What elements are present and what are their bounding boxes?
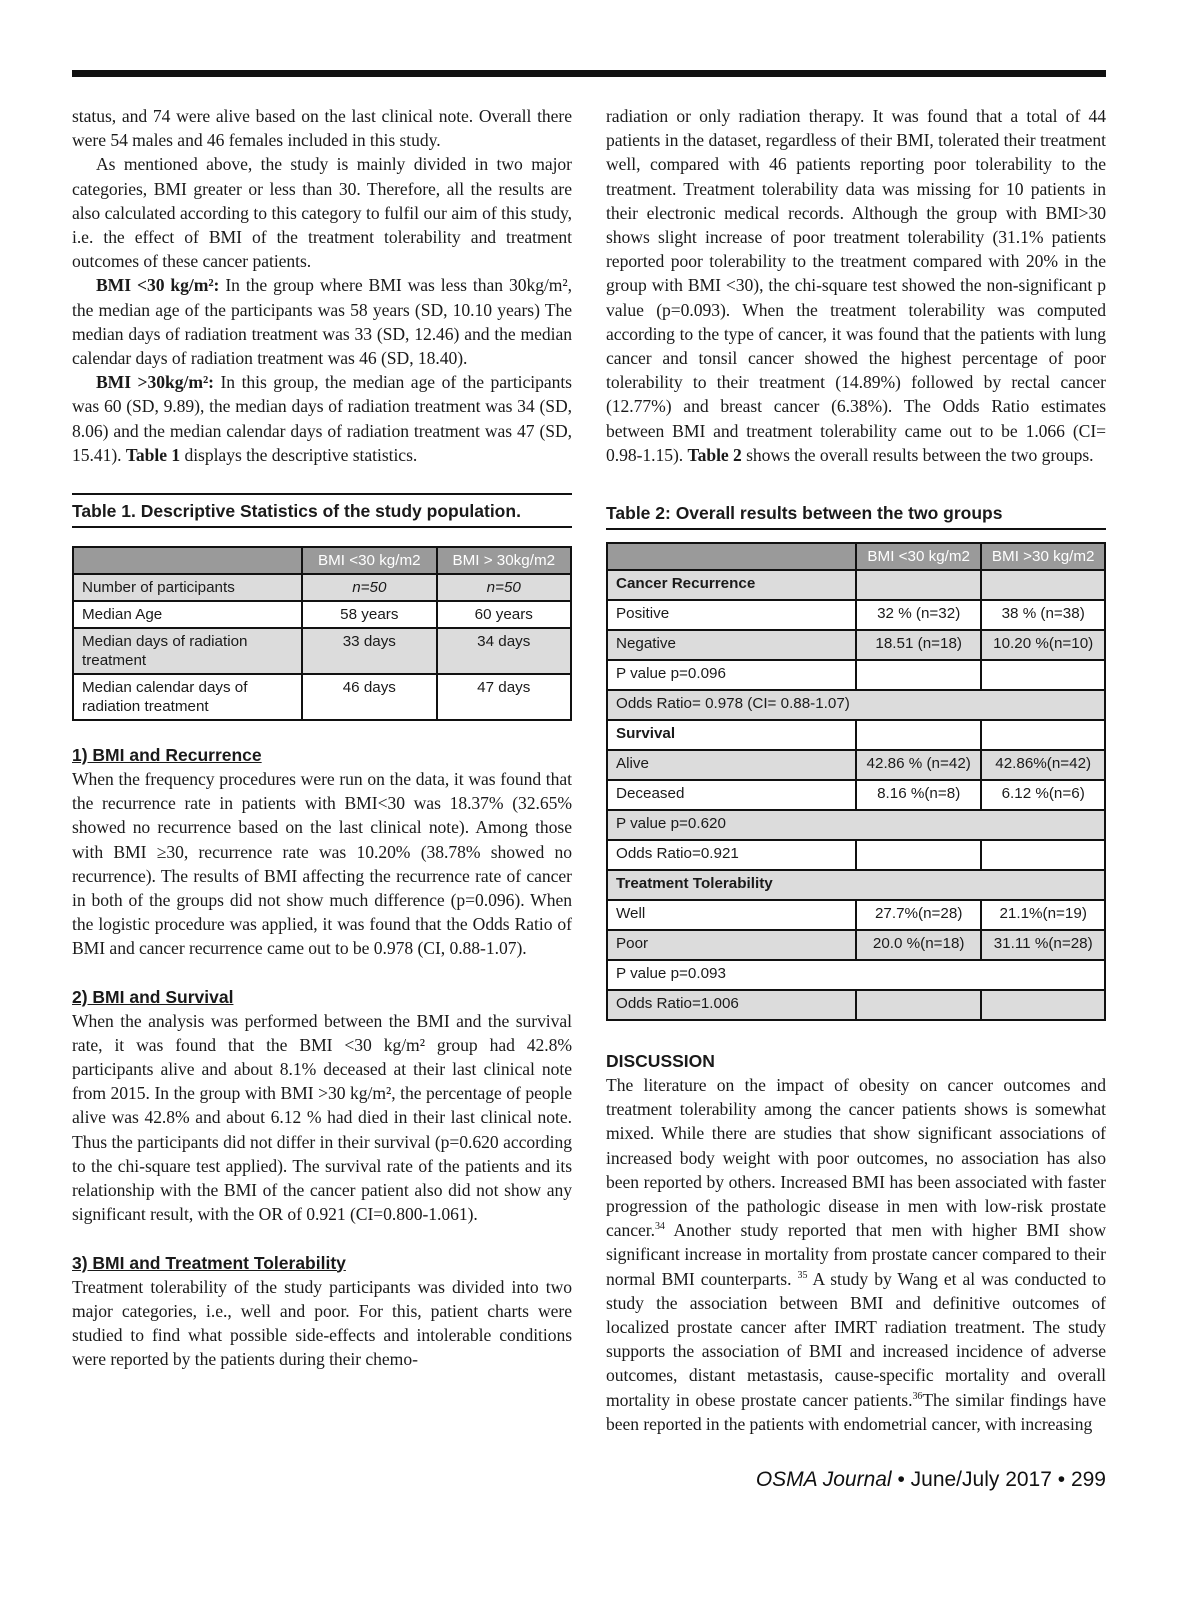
table2-body xyxy=(607,570,1105,1020)
section-heading-discussion: DISCUSSION xyxy=(606,1051,715,1072)
right-column xyxy=(606,104,1106,1436)
table1-header: BMI <30 kg/m2 xyxy=(302,547,436,574)
run-in-label: BMI <30 kg/m²: xyxy=(96,275,220,296)
run-in-label: BMI >30kg/m²: xyxy=(96,372,214,393)
paragraph: When the frequency procedures were run on the data, it was found that the recurrence rate in patients with BMI<30 was 18.37% (32.65% showed no recurrence based on the last clinical note). Among those with BMI ≥30, recurrence rate was 10.20% (38.78% showed no recurrence). The results of BMI affecting the recurrence rate of cancer in both of the groups did not show much difference (p=0.096). When the logistic procedure was applied, it was found that the Odds Ratio of BMI and cancer recurrence came out to be 0.978 (CI, 0.88-1.07). xyxy=(72,769,572,959)
table1-title: Table 1. Descriptive Statistics of the study population. xyxy=(72,493,572,528)
table-row: Well 27.7%(n=28) 21.1%(n=19) xyxy=(607,900,1105,930)
table1 xyxy=(72,546,572,721)
citation: 35 xyxy=(797,1269,808,1281)
table-row: Treatment Tolerability xyxy=(607,870,1105,900)
paragraph-bmi-under-30: BMI <30 kg/m²: In the group where BMI was less than 30kg/m², the median age of the participants was 58 years (SD, 10.10 years) The median days of radiation treatment was 33 (SD, 12.46) and the median calendar days of radiation treatment was 46 (SD, 18.40). xyxy=(72,275,572,369)
section-heading-survival: 2) BMI and Survival xyxy=(72,986,234,1007)
table-row: Odds Ratio=1.006 xyxy=(607,990,1105,1020)
table-row: Negative 18.51 (n=18) 10.20 %(n=10) xyxy=(607,630,1105,660)
paragraph-bmi-over-30: BMI >30kg/m²: In this group, the median age of the participants was 60 (SD, 9.89), the median days of radiation treatment was 34 (SD, 8.06) and the median calendar days of radiation treatment was 47 (SD, 15.41). Table 1 displays the descriptive statistics. xyxy=(72,372,572,465)
table-row: P value p=0.093 xyxy=(607,960,1105,990)
table-row: Poor 20.0 %(n=18) 31.11 %(n=28) xyxy=(607,930,1105,960)
table2-header: BMI <30 kg/m2 xyxy=(856,543,981,570)
paragraph: Treatment tolerability of the study participants was divided into two major categories, i.e., well and poor. For this, patient charts were studied to find what possible side-effects and intolerable conditions were reported by the patients during their chemo- xyxy=(72,1276,572,1370)
citation: 34 xyxy=(654,1221,665,1233)
page-footer: OSMA Journal • June/July 2017 • 299 xyxy=(755,1468,1106,1491)
table2-title: Table 2: Overall results between the two groups xyxy=(606,497,1106,530)
table-row: Number of participants n=50 n=50 xyxy=(73,574,571,601)
table2 xyxy=(606,542,1106,1021)
table-row: P value p=0.620 xyxy=(607,810,1105,840)
table-row: Deceased 8.16 %(n=8) 6.12 %(n=6) xyxy=(607,780,1105,810)
paragraph: status, and 74 were alive based on the last clinical note. Overall there were 54 males and 46 females included in this study. xyxy=(72,106,572,151)
table-reference: Table 2 xyxy=(687,444,742,465)
table-row: Odds Ratio=0.921 xyxy=(607,840,1105,870)
left-column xyxy=(72,104,572,1371)
section-heading-tolerability: 3) BMI and Treatment Tolerability xyxy=(72,1252,346,1273)
table-reference: Table 1 xyxy=(125,444,181,465)
table2-header: BMI >30 kg/m2 xyxy=(981,543,1105,570)
table-row: Positive 32 % (n=32) 38 % (n=38) xyxy=(607,600,1105,630)
table1-header xyxy=(73,547,302,574)
journal-name: OSMA Journal xyxy=(755,1468,892,1491)
table-row: Odds Ratio= 0.978 (CI= 0.88-1.07) xyxy=(607,690,1105,720)
paragraph: The literature on the impact of obesity on cancer outcomes and treatment tolerability among the cancer patients shows is somewhat mixed. While there are studies that show significant associations of increased body weight with poor outcomes, no association has also been reported by others. Increased BMI has been associated with faster progression of the pathologic disease in men with low-risk prostate cancer.$^{34}$ Another study reported that men with higher BMI show significant increase in mortality from prostate cancer compared to their normal BMI counterparts. $^{35}$ A study by Wang et al was conducted to study the association between BMI and definitive outcomes of localized prostate cancer after IMRT radiation treatment. The study supports the association of BMI and increased incidence of adverse outcomes, distant metastasis, cause-specific mortality and overall mortality in obese prostate cancer patients.$^{36}$The similar findings have been reported in the patients with endometrial cancer, with increasing xyxy=(606,1075,1106,1434)
section-heading-recurrence: 1) BMI and Recurrence xyxy=(72,745,262,766)
table-row: P value p=0.096 xyxy=(607,660,1105,690)
table2-header xyxy=(607,543,856,570)
table-row: Alive 42.86 % (n=42) 42.86%(n=42) xyxy=(607,750,1105,780)
table-row: Cancer Recurrence xyxy=(607,570,1105,600)
paragraph: As mentioned above, the study is mainly divided in two major categories, BMI greater or less than 30. Therefore, all the results are also calculated according to this category to fulfil our aim of this study, i.e. the effect of BMI of the treatment tolerability and treatment outcomes of these cancer patients. xyxy=(72,154,572,272)
table-row: Median calendar days of radiation treatment 46 days 47 days xyxy=(73,674,571,720)
paragraph: radiation or only radiation therapy. It was found that a total of 44 patients in the dataset, regardless of their BMI, tolerated their treatment well, compared with 46 patients reporting poor tolerability to the treatment. Treatment tolerability data was missing for 10 patients in their electronic medical records. Although the group with BMI>30 shows slight increase of poor treatment tolerability (31.1% patients reported poor tolerability to the treatment compared with 20% in the group with BMI <30), the chi-square test showed the non-significant p value (p=0.093). When the treatment tolerability was computed according to the type of cancer, it was found that the patients with lung cancer and tonsil cancer showed the highest percentage of poor tolerability to their treatment (14.89%) followed by rectal cancer (12.77%) and breast cancer (6.38%). The Odds Ratio estimates between BMI and treatment tolerability came out to be 1.066 (CI= 0.98-1.15). Table 2 shows the overall results between the two groups. xyxy=(606,106,1106,465)
issue-date: June/July 2017 xyxy=(910,1468,1052,1491)
page-number: 299 xyxy=(1070,1468,1106,1491)
table-row: Median Age 58 years 60 years xyxy=(73,601,571,628)
top-rule xyxy=(72,70,1106,77)
paragraph: When the analysis was performed between the BMI and the survival rate, it was found that the BMI <30 kg/m² group had 42.8% participants alive and about 8.1% deceased at their last clinical note from 2015. In the group with BMI >30 kg/m², the percentage of people alive was 42.8% and about 6.12 % had died in their last clinical note. Thus the participants did not differ in their survival (p=0.620 according to the chi-square test applied). The survival rate of the patients and its relationship with the BMI of the cancer patient also did not show any significant result, with the OR of 0.921 (CI=0.800-1.061). xyxy=(72,1010,572,1225)
table-row: Survival xyxy=(607,720,1105,750)
table1-header: BMI > 30kg/m2 xyxy=(437,547,571,574)
table-row: Median days of radiation treatment 33 days 34 days xyxy=(73,628,571,674)
citation: 36 xyxy=(912,1390,923,1402)
